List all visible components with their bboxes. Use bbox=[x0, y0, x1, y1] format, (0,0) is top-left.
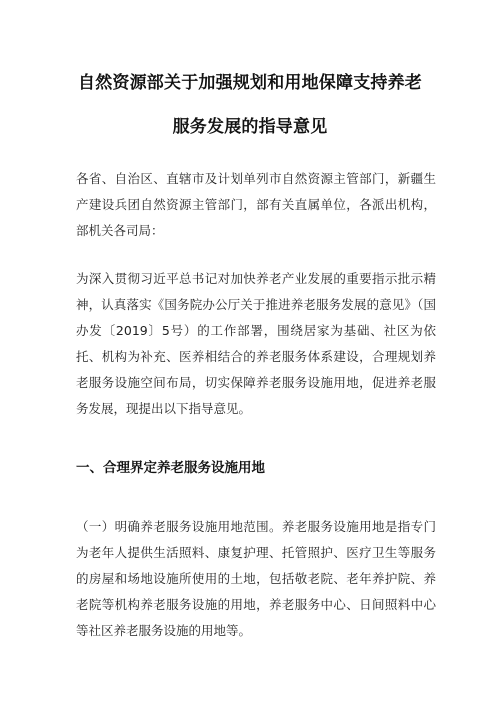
salutation-paragraph: 各省、自治区、直辖市及计划单列市自然资源主管部门，新疆生产建设兵团自然资源主管部门，部有关直属单位，各派出机构，部机关各司局： bbox=[76, 171, 436, 238]
document-title-line-1: 自然资源部关于加强规划和用地保障支持养老 bbox=[78, 73, 422, 93]
intro-paragraph: 为深入贯彻习近平总书记对加快养老产业发展的重要指示批示精神，认真落实《国务院办公厅关于推进养老服务发展的意见》（国办发〔2019〕5号）的工作部署，围绕居家为基础、社区为依托、机构为补充、医养相结合的养老服务体系建设，合理规划养老服务设施空间布局，切实保障养老服务设施用地，促进养老服务发展，现提出以下指导意见。 bbox=[76, 271, 436, 416]
document-title-line-2: 服务发展的指导意见 bbox=[172, 117, 328, 137]
section-1-heading: 一、合理界定养老服务设施用地 bbox=[76, 460, 265, 476]
section-1-item-1-paragraph: （一）明确养老服务设施用地范围。养老服务设施用地是指专门为老年人提供生活照料、康复护理、托管照护、医疗卫生等服务的房屋和场地设施所使用的土地，包括敬老院、老年养护院、养老院等机构养老服务设施的用地，养老服务中心、日间照料中心等社区养老服务设施的用地等。 bbox=[76, 519, 436, 638]
